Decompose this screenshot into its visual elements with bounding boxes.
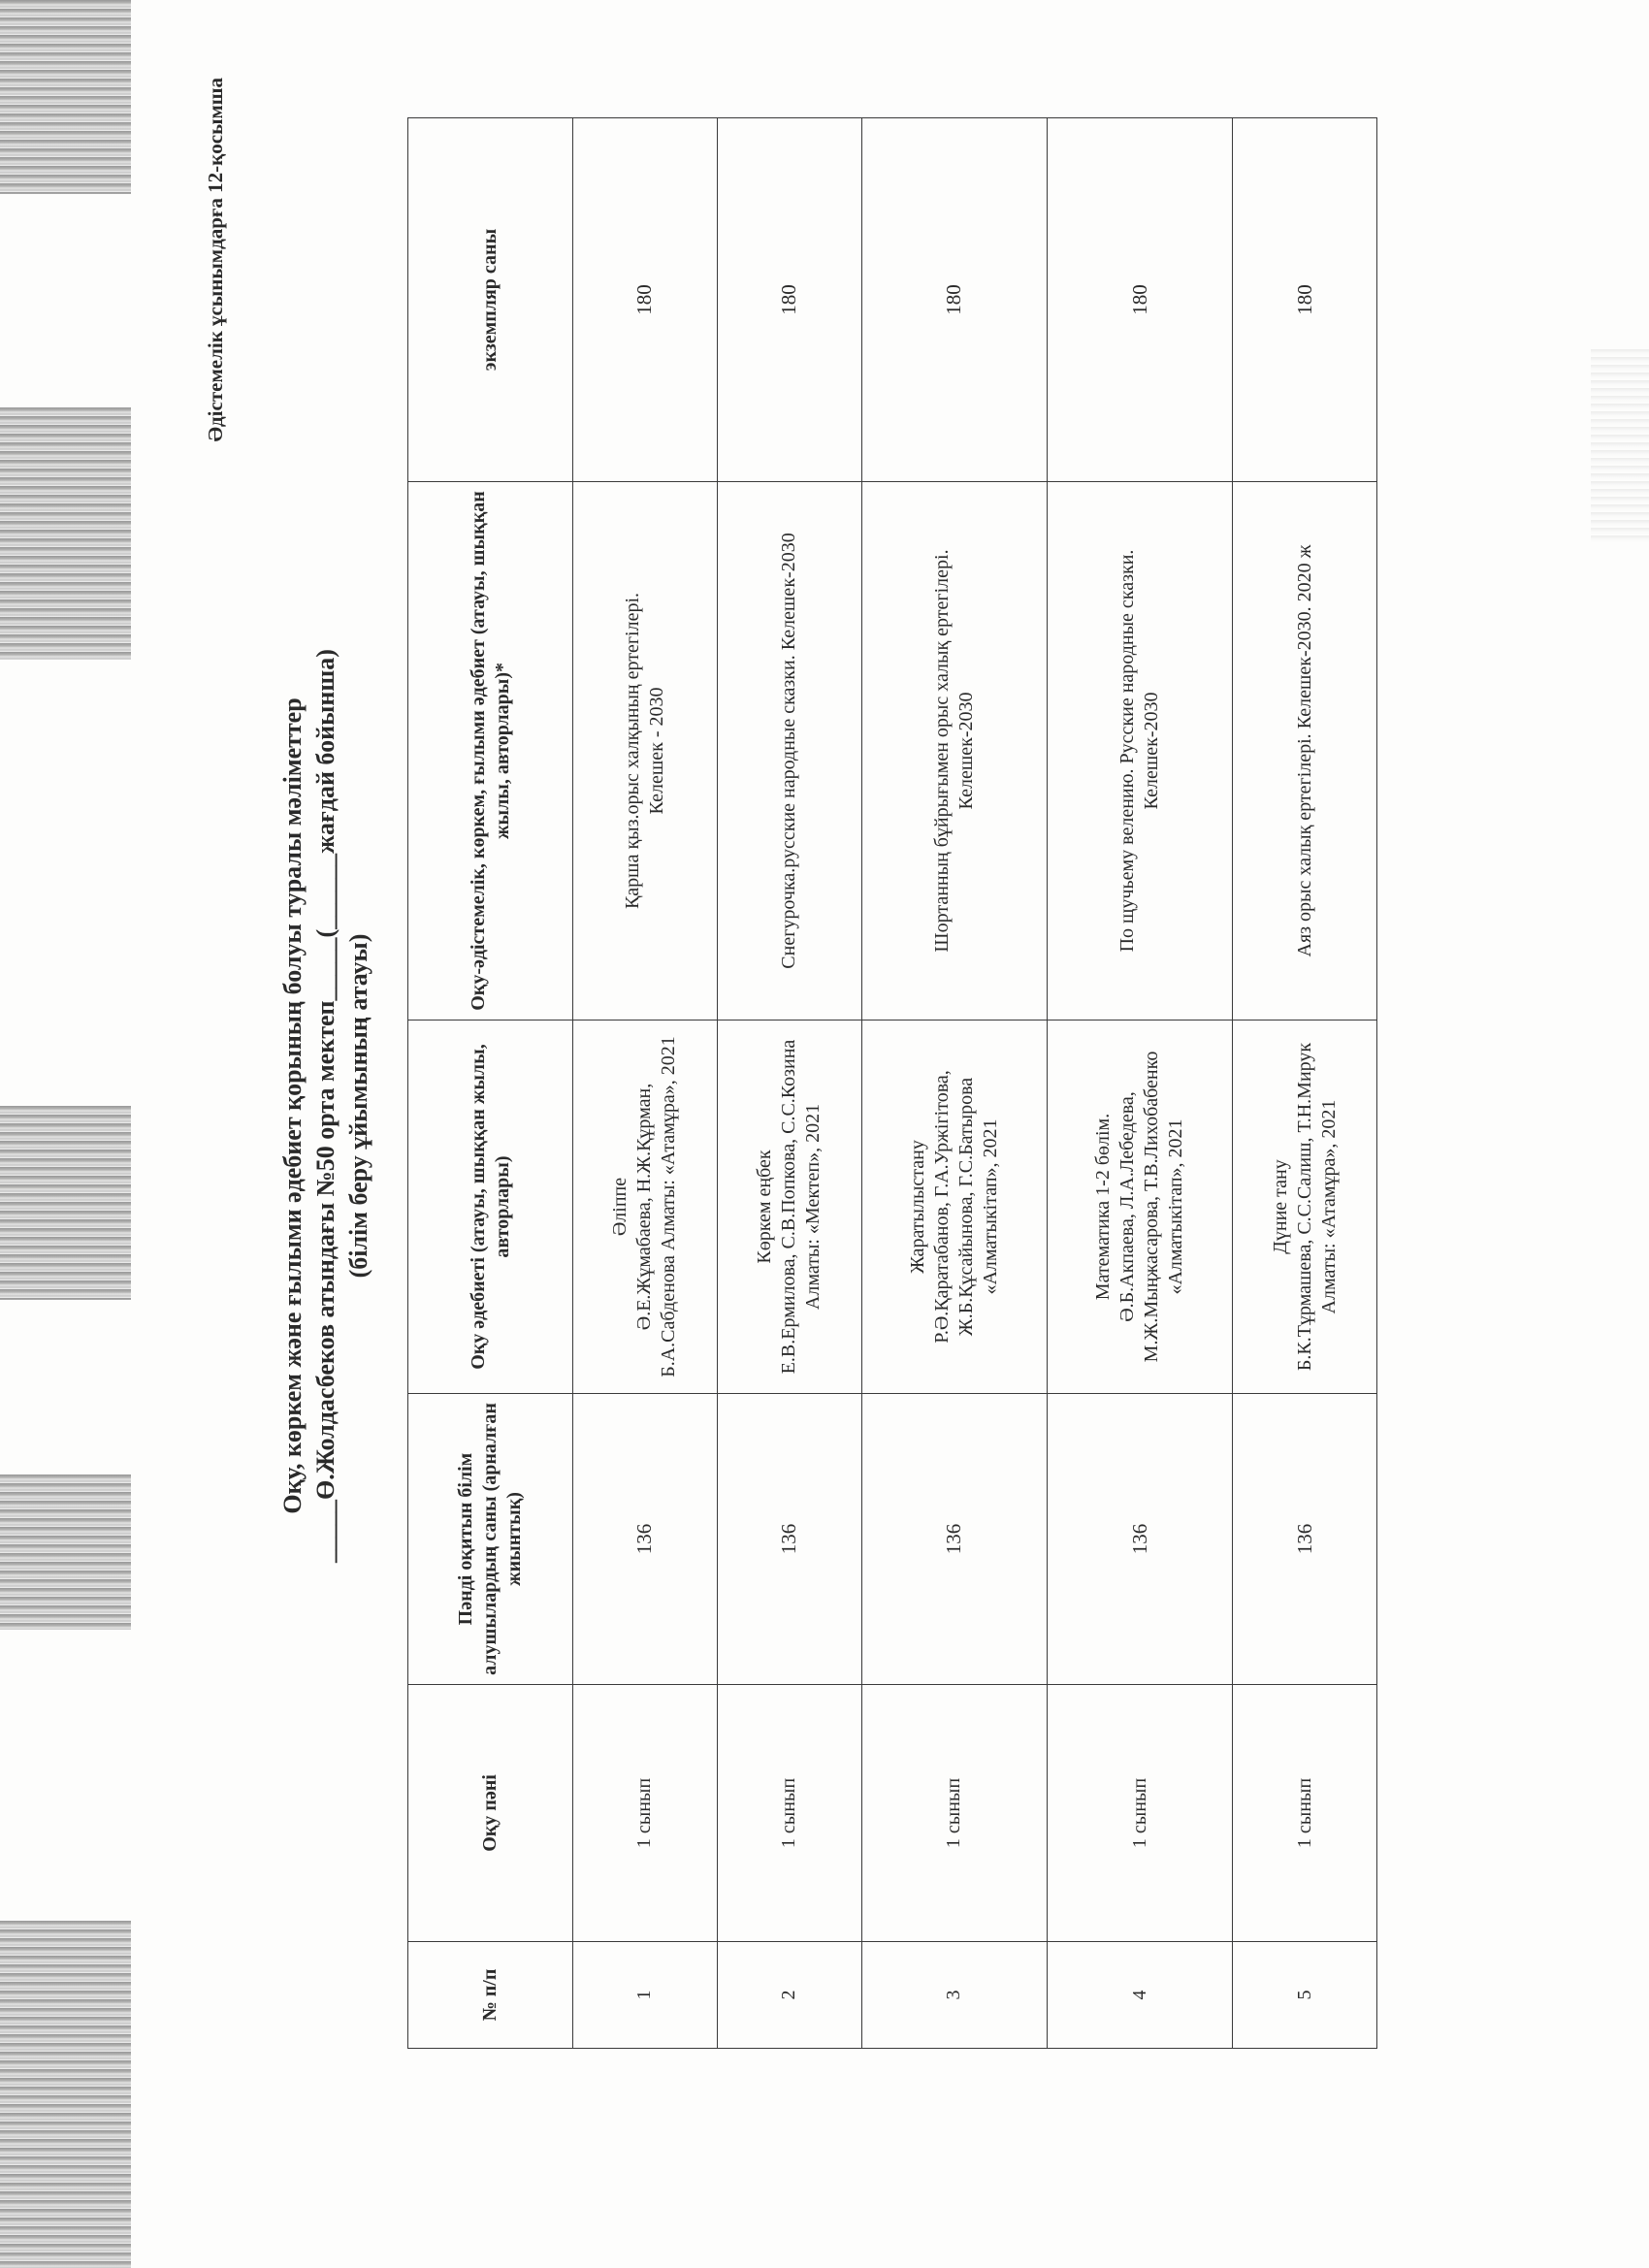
scan-artifact	[0, 407, 131, 660]
cell-literature	[861, 482, 1047, 1021]
scan-artifact	[0, 1474, 131, 1630]
header-num: № п/п	[408, 1942, 573, 2049]
scan-artifact	[0, 1106, 131, 1300]
cell-students: 136	[717, 1394, 861, 1685]
table-header-row	[408, 118, 573, 2049]
header-copies: экземпляр саны	[408, 118, 573, 482]
cell-subject: 1 сынып	[1233, 1685, 1377, 1942]
cell-subject: 1 сынып	[717, 1685, 861, 1942]
cell-literature	[1233, 482, 1377, 1021]
textbook-authors: Б.К.Тұрмашева, С.С.Салиш, Т.Н.Мирук Алматы: «Атамұра», 2021	[1293, 1042, 1340, 1372]
table-row	[717, 118, 861, 2049]
textbook-authors: Ә.Е.Жұмабаева, Н.Ж.Құрман, Б.А.Сабденова Алматы: «Атамұра», 2021	[633, 1036, 680, 1377]
cell-students: 136	[1047, 1394, 1232, 1685]
document-title: Оқу, көркем және ғылыми әдебиет қорының болуы туралы мәліметтер	[278, 697, 307, 1514]
cell-num: 3	[861, 1942, 1047, 2049]
cell-textbook	[573, 1021, 718, 1394]
cell-students: 136	[1233, 1394, 1377, 1685]
cell-subject: 1 сынып	[861, 1685, 1047, 1942]
cell-literature	[573, 482, 718, 1021]
rotated-document-sheet	[126, 0, 1523, 2173]
literature-table	[407, 117, 1377, 2049]
cell-subject: 1 сынып	[573, 1685, 718, 1942]
table-row	[573, 118, 718, 2049]
scan-artifact	[1591, 349, 1649, 543]
cell-num: 2	[717, 1942, 861, 2049]
textbook-authors: Е.В.Ермилова, С.В.Попкова, С.С.Козина Алматы: «Мектеп», 2021	[778, 1039, 824, 1375]
literature-text: Снегурочка.русские народные сказки. Келешек-2030	[778, 533, 800, 969]
organization-caption: (білім беру ұйымының атауы)	[344, 933, 372, 1279]
textbook-authors: Р.Ә.Қаратабанов, Г.А.Уржігітова, Ж.Б.Құсайынова, Г.С.Батырова «Алматыкітап», 2021	[930, 1070, 1001, 1344]
header-students: Пәнді оқитын білім алушылардың саны (арналған жиынтық)	[408, 1394, 573, 1685]
textbook-title: Математика 1-2 бөлім.	[1092, 1113, 1114, 1301]
cell-copies: 180	[1047, 118, 1232, 482]
table-row	[861, 118, 1047, 2049]
literature-publisher: Келешек - 2030	[645, 687, 667, 815]
textbook-title: Жаратылыстану	[906, 1140, 928, 1274]
literature-publisher: Келешек-2030	[954, 692, 977, 810]
cell-num: 4	[1047, 1942, 1232, 2049]
cell-textbook	[717, 1021, 861, 1394]
cell-num: 5	[1233, 1942, 1377, 2049]
title-block	[276, 330, 375, 1882]
literature-text: Қарша қыз.орыс халқының ертегілері.	[621, 592, 643, 910]
cell-students: 136	[861, 1394, 1047, 1685]
cell-subject: 1 сынып	[1047, 1685, 1232, 1942]
table-row	[1233, 118, 1377, 2049]
cell-literature	[1047, 482, 1232, 1021]
textbook-title: Көркем еңбек	[754, 1150, 776, 1264]
scan-artifact	[0, 1921, 131, 2268]
cell-students: 136	[573, 1394, 718, 1685]
cell-num: 1	[573, 1942, 718, 2049]
textbook-title: Әліппе	[609, 1177, 631, 1237]
literature-text: По щучьему велению. Русские народные сказки.	[1116, 549, 1138, 953]
cell-copies: 180	[573, 118, 718, 482]
textbook-authors: Ә.Б.Акпаева, Л.А.Лебедева, М.Ж.Мыңжасарова, Т.В.Лихобабенко «Алматыкітап», 2021	[1116, 1051, 1186, 1363]
table-row	[1047, 118, 1232, 2049]
cell-copies: 180	[717, 118, 861, 482]
literature-text: Аяз орыс халық ертегілері. Келешек-2030. 2020 ж	[1293, 544, 1315, 957]
header-literature: Оқу-әдістемелік, көркем, ғылыми әдебиет (атауы, шыққан жылы, авторлары)*	[408, 482, 573, 1021]
literature-publisher: Келешек-2030	[1141, 692, 1162, 810]
cell-textbook	[1047, 1021, 1232, 1394]
cell-textbook	[861, 1021, 1047, 1394]
appendix-note: Әдістемелік ұсынымдарға 12-қосымша	[204, 78, 227, 442]
textbook-title: Дүние тану	[1269, 1159, 1291, 1254]
cell-literature	[717, 482, 861, 1021]
cell-copies: 180	[1233, 118, 1377, 482]
literature-text: Шортанның бұйрығымен орыс халық ертегілері.	[930, 549, 953, 953]
header-textbook: Оқу әдебиеті (атауы, шыққан жылы, авторлары)	[408, 1021, 573, 1394]
cell-textbook	[1233, 1021, 1377, 1394]
scan-artifact	[0, 0, 131, 194]
header-subject: Оқу пәні	[408, 1685, 573, 1942]
cell-copies: 180	[861, 118, 1047, 482]
document-subtitle: _____Ө.Жолдасбеков атындағы №50 орта мектеп_____(______жағдай бойынша)	[311, 649, 340, 1563]
